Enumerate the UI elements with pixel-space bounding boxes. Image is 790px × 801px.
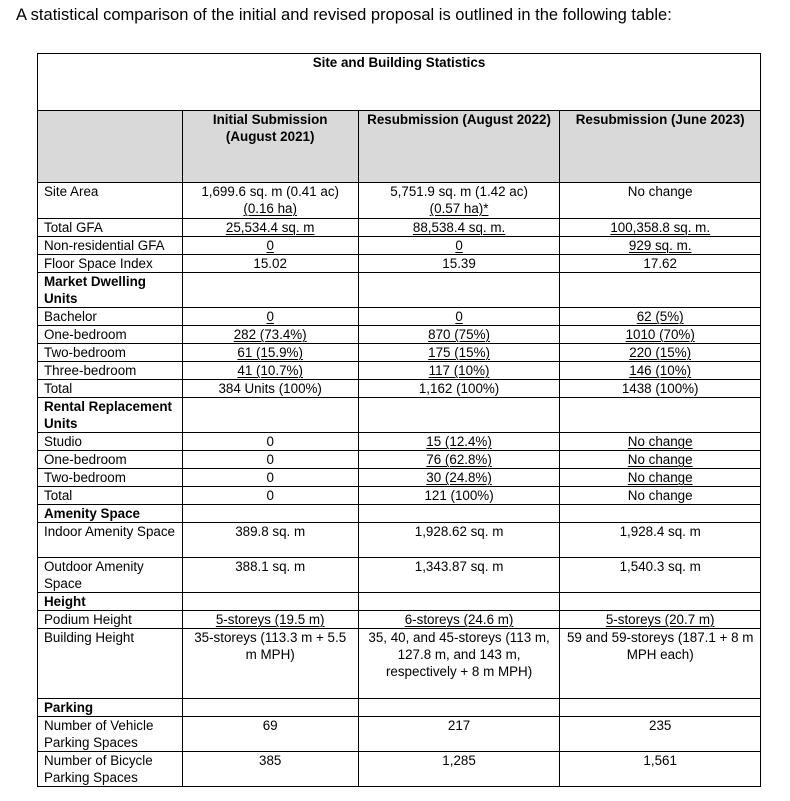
cell-resubmission-2023	[560, 344, 761, 362]
cell-empty	[182, 699, 358, 717]
row-label: Outdoor Amenity Space	[38, 558, 183, 593]
cell-initial: 15.02	[182, 255, 358, 273]
row-label: Indoor Amenity Space	[38, 523, 183, 558]
section-row	[38, 273, 761, 308]
cell-resubmission-2023	[560, 433, 761, 451]
intro-paragraph: A statistical comparison of the initial and revised proposal is outlined in the following table:	[16, 6, 672, 24]
table-row	[38, 308, 761, 326]
table-row	[38, 255, 761, 273]
cell-resubmission-2023: No change	[560, 487, 761, 505]
table-row	[38, 433, 761, 451]
row-label: Studio	[38, 433, 183, 451]
cell-resubmission-2022	[358, 219, 560, 237]
cell-initial: 0	[182, 469, 358, 487]
cell-empty	[182, 505, 358, 523]
cell-empty	[560, 593, 761, 611]
cell-text: 6-storeys (24.6 m)	[404, 612, 514, 627]
column-header-initial: Initial Submission (August 2021)	[182, 111, 358, 183]
row-label: Site Area	[38, 183, 183, 219]
cell-initial: 384 Units (100%)	[182, 380, 358, 398]
cell-line: 1,699.6 sq. m (0.41 ac)	[201, 184, 340, 199]
cell-initial	[182, 219, 358, 237]
table-row	[38, 717, 761, 752]
cell-resubmission-2023: 1438 (100%)	[560, 380, 761, 398]
section-label-market-dwelling-units: Market Dwelling Units	[38, 273, 183, 308]
row-label: Non-residential GFA	[38, 237, 183, 255]
cell-resubmission-2022: 1,928.62 sq. m	[358, 523, 560, 558]
table-row	[38, 523, 761, 558]
cell-resubmission-2022	[358, 326, 560, 344]
section-row	[38, 593, 761, 611]
cell-empty	[358, 699, 560, 717]
table-row	[38, 237, 761, 255]
cell-resubmission-2023	[560, 219, 761, 237]
row-label: Podium Height	[38, 611, 183, 629]
cell-text: 61 (15.9%)	[237, 345, 303, 360]
cell-resubmission-2022: 1,162 (100%)	[358, 380, 560, 398]
cell-text: 100,358.8 sq. m.	[610, 220, 711, 235]
cell-resubmission-2022	[358, 451, 560, 469]
row-label: Total	[38, 380, 183, 398]
cell-resubmission-2022	[358, 308, 560, 326]
table-row	[38, 380, 761, 398]
cell-resubmission-2023	[560, 469, 761, 487]
cell-text: 117 (10%)	[428, 363, 490, 378]
row-label: Two-bedroom	[38, 344, 183, 362]
cell-empty	[182, 398, 358, 433]
table-row	[38, 183, 761, 219]
cell-text: 88,538.4 sq. m.	[412, 220, 506, 235]
cell-empty	[182, 273, 358, 308]
cell-text: 175 (15%)	[428, 345, 490, 360]
table-row	[38, 469, 761, 487]
cell-text: No change	[627, 452, 693, 467]
cell-resubmission-2023: 235	[560, 717, 761, 752]
table-row	[38, 326, 761, 344]
table-row	[38, 219, 761, 237]
cell-initial: 388.1 sq. m	[182, 558, 358, 593]
cell-initial: 35-storeys (113.3 m + 5.5 m MPH)	[182, 629, 358, 699]
cell-text: No change	[627, 434, 693, 449]
cell-resubmission-2022	[358, 611, 560, 629]
cell-text: 0	[455, 238, 463, 253]
row-label: Floor Space Index	[38, 255, 183, 273]
cell-resubmission-2022	[358, 469, 560, 487]
cell-text: 0	[455, 309, 463, 324]
section-label-rental-replacement-units: Rental Replacement Units	[38, 398, 183, 433]
cell-initial: 0	[182, 433, 358, 451]
cell-resubmission-2022	[358, 433, 560, 451]
cell-text: 25,534.4 sq. m	[225, 220, 315, 235]
cell-text: 41 (10.7%)	[237, 363, 303, 378]
cell-line: (0.16 ha)	[243, 201, 297, 216]
cell-empty	[182, 593, 358, 611]
cell-resubmission-2023	[560, 362, 761, 380]
cell-empty	[560, 699, 761, 717]
cell-text: 15 (12.4%)	[426, 434, 492, 449]
cell-resubmission-2023	[560, 451, 761, 469]
cell-initial	[182, 326, 358, 344]
cell-initial	[182, 344, 358, 362]
cell-empty	[358, 505, 560, 523]
cell-resubmission-2023	[560, 326, 761, 344]
cell-empty	[560, 505, 761, 523]
column-header-resubmission-2023: Resubmission (June 2023)	[560, 111, 761, 183]
cell-empty	[560, 398, 761, 433]
cell-text: 0	[266, 309, 274, 324]
cell-empty	[358, 593, 560, 611]
cell-resubmission-2022: 15.39	[358, 255, 560, 273]
cell-text: 0	[266, 238, 274, 253]
cell-resubmission-2022: 35, 40, and 45-storeys (113 m, 127.8 m, and 143 m, respectively + 8 m MPH)	[358, 629, 560, 699]
section-row	[38, 505, 761, 523]
cell-initial: 0	[182, 451, 358, 469]
cell-resubmission-2023: 59 and 59-storeys (187.1 + 8 m MPH each)	[560, 629, 761, 699]
cell-resubmission-2023: 1,928.4 sq. m	[560, 523, 761, 558]
cell-resubmission-2022: 1,343.87 sq. m	[358, 558, 560, 593]
row-label: Building Height	[38, 629, 183, 699]
cell-text: 76 (62.8%)	[426, 452, 492, 467]
table-row	[38, 344, 761, 362]
row-label: One-bedroom	[38, 451, 183, 469]
cell-resubmission-2023	[560, 308, 761, 326]
section-label-parking: Parking	[38, 699, 183, 717]
section-row	[38, 699, 761, 717]
cell-text: 5-storeys (19.5 m)	[215, 612, 325, 627]
cell-resubmission-2023: No change	[560, 183, 761, 219]
table-row	[38, 611, 761, 629]
section-label-height: Height	[38, 593, 183, 611]
cell-resubmission-2022	[358, 237, 560, 255]
cell-text: 62 (5%)	[636, 309, 684, 324]
cell-line: (0.57 ha)*	[429, 201, 489, 216]
cell-initial	[182, 308, 358, 326]
cell-initial: 69	[182, 717, 358, 752]
cell-empty	[358, 273, 560, 308]
table-row	[38, 752, 761, 787]
cell-initial: 0	[182, 487, 358, 505]
row-label: Three-bedroom	[38, 362, 183, 380]
table-row	[38, 451, 761, 469]
cell-resubmission-2022: 121 (100%)	[358, 487, 560, 505]
cell-empty	[358, 398, 560, 433]
column-header-label	[38, 111, 183, 183]
cell-initial	[182, 611, 358, 629]
cell-initial	[182, 237, 358, 255]
table-title: Site and Building Statistics	[38, 54, 761, 111]
table-row	[38, 362, 761, 380]
cell-resubmission-2022	[358, 183, 560, 219]
cell-text: 870 (75%)	[428, 327, 490, 342]
cell-text: 30 (24.8%)	[426, 470, 492, 485]
cell-initial	[182, 362, 358, 380]
cell-resubmission-2022	[358, 362, 560, 380]
cell-text: 5-storeys (20.7 m)	[605, 612, 715, 627]
cell-text: 146 (10%)	[629, 363, 692, 378]
cell-resubmission-2023: 17.62	[560, 255, 761, 273]
cell-initial	[182, 183, 358, 219]
row-label: Bachelor	[38, 308, 183, 326]
column-header-resubmission-2022: Resubmission (August 2022)	[358, 111, 560, 183]
cell-text: 220 (15%)	[629, 345, 692, 360]
cell-resubmission-2023: 1,540.3 sq. m	[560, 558, 761, 593]
cell-resubmission-2023	[560, 611, 761, 629]
cell-resubmission-2023: 1,561	[560, 752, 761, 787]
cell-line: 5,751.9 sq. m (1.42 ac)	[390, 184, 528, 199]
statistics-table	[37, 53, 761, 787]
cell-resubmission-2022	[358, 344, 560, 362]
cell-initial: 389.8 sq. m	[182, 523, 358, 558]
cell-initial: 385	[182, 752, 358, 787]
cell-text: 1010 (70%)	[625, 327, 695, 342]
table-row	[38, 487, 761, 505]
row-label: Number of Vehicle Parking Spaces	[38, 717, 183, 752]
cell-text: 282 (73.4%)	[233, 327, 307, 342]
cell-resubmission-2022: 1,285	[358, 752, 560, 787]
row-label: Total	[38, 487, 183, 505]
table-row	[38, 629, 761, 699]
table-row	[38, 558, 761, 593]
cell-resubmission-2023	[560, 237, 761, 255]
row-label: Number of Bicycle Parking Spaces	[38, 752, 183, 787]
row-label: Total GFA	[38, 219, 183, 237]
cell-empty	[560, 273, 761, 308]
cell-resubmission-2022: 217	[358, 717, 560, 752]
cell-text: 929 sq. m.	[628, 238, 692, 253]
row-label: One-bedroom	[38, 326, 183, 344]
section-label-amenity-space: Amenity Space	[38, 505, 183, 523]
section-row	[38, 398, 761, 433]
cell-text: No change	[627, 470, 693, 485]
row-label: Two-bedroom	[38, 469, 183, 487]
